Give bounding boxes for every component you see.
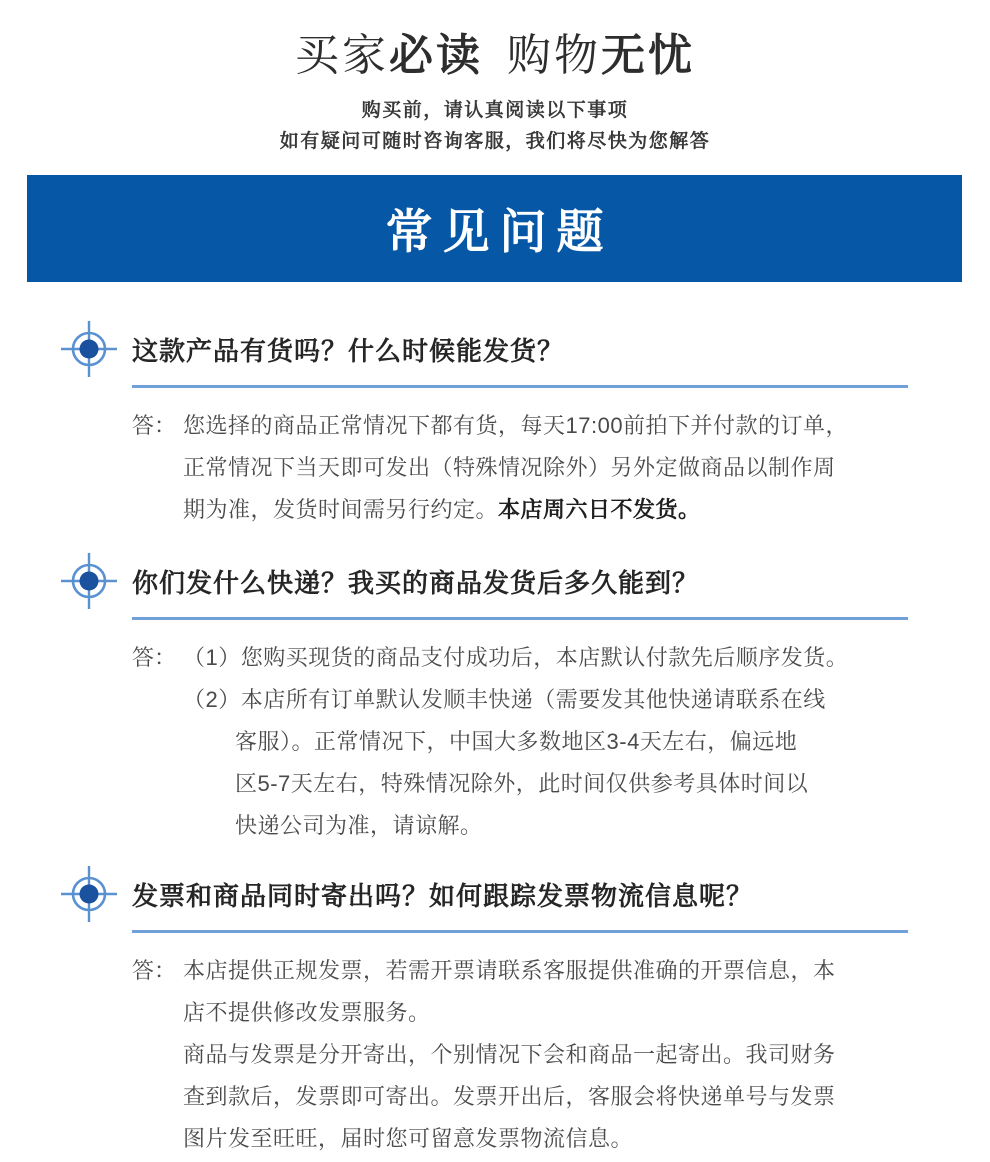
answer-line: （1）您购买现货的商品支付成功后，本店默认付款先后顺序发货。: [183, 645, 849, 670]
answer-line: [183, 489, 848, 531]
answer-line: 您选择的商品正常情况下都有货，每天17:00前拍下并付款的订单，: [183, 413, 849, 438]
title-segment: 必读: [389, 31, 483, 80]
page-title: [0, 26, 990, 86]
question-row: [0, 320, 990, 378]
crosshair-target-icon: [59, 864, 119, 924]
question-underline: [132, 385, 908, 388]
title-segment: 买家: [295, 31, 389, 80]
answer-line: 本店提供正规发票，若需开票请联系客服提供准确的开票信息，本: [183, 958, 836, 983]
page-header: [0, 0, 990, 154]
title-segment: 无忧: [601, 31, 695, 80]
question-row: [0, 865, 990, 923]
question-text: 这款产品有货吗？什么时候能发货？: [132, 335, 565, 366]
answer-lines: [183, 405, 848, 531]
answer-line: 图片发至旺旺，届时您可留意发票物流信息。: [183, 1126, 634, 1151]
answer-label: 答：: [132, 413, 177, 438]
answer-block: [0, 405, 990, 531]
answer-block: [0, 950, 990, 1160]
answer-label: 答：: [132, 645, 177, 670]
answer-line: 正常情况下当天即可发出（特殊情况除外）另外定做商品以制作周: [183, 455, 836, 480]
answer-line: 店不提供修改发票服务。: [183, 1000, 431, 1025]
answer-line-bold-text: 本店周六日不发货。: [498, 497, 701, 522]
answer-line: 商品与发票是分开寄出，个别情况下会和商品一起寄出。我司财务: [183, 1042, 836, 1067]
faq-item-3: [0, 865, 990, 1160]
answer-line: 客服）。正常情况下，中国大多数地区3-4天左右，偏远地: [235, 729, 798, 754]
faq-item-2: [0, 552, 990, 847]
question-text: 你们发什么快递？我买的商品发货后多久能到？: [132, 567, 700, 598]
answer-label: 答：: [132, 958, 177, 983]
section-banner: [27, 175, 962, 282]
question-underline: [132, 617, 908, 620]
question-row: [0, 552, 990, 610]
subtitle-line-1: 购买前，请认真阅读以下事项: [361, 100, 629, 121]
crosshair-target-icon: [59, 551, 119, 611]
question-underline: [132, 930, 908, 933]
subtitle-line-2: 如有疑问可随时咨询客服，我们将尽快为您解答: [279, 131, 711, 152]
title-segment: 购物: [507, 31, 601, 80]
answer-block: [0, 637, 990, 847]
answer-line: 区5-7天左右，特殊情况除外，此时间仅供参考具体时间以: [235, 771, 809, 796]
faq-item-1: [0, 320, 990, 531]
answer-lines: [183, 950, 836, 1160]
question-text: 发票和商品同时寄出吗？如何跟踪发票物流信息呢？: [132, 880, 754, 911]
crosshair-target-icon: [59, 319, 119, 379]
answer-line-text: 期为准，发货时间需另行约定。: [183, 497, 499, 522]
answer-lines: [183, 637, 848, 847]
answer-line: 快递公司为准，请谅解。: [235, 813, 483, 838]
answer-line: 查到款后，发票即可寄出。发票开出后，客服会将快递单号与发票: [183, 1084, 836, 1109]
answer-line: （2）本店所有订单默认发顺丰快递（需要发其他快递请联系在线: [183, 687, 826, 712]
banner-title: 常见问题: [385, 205, 614, 258]
